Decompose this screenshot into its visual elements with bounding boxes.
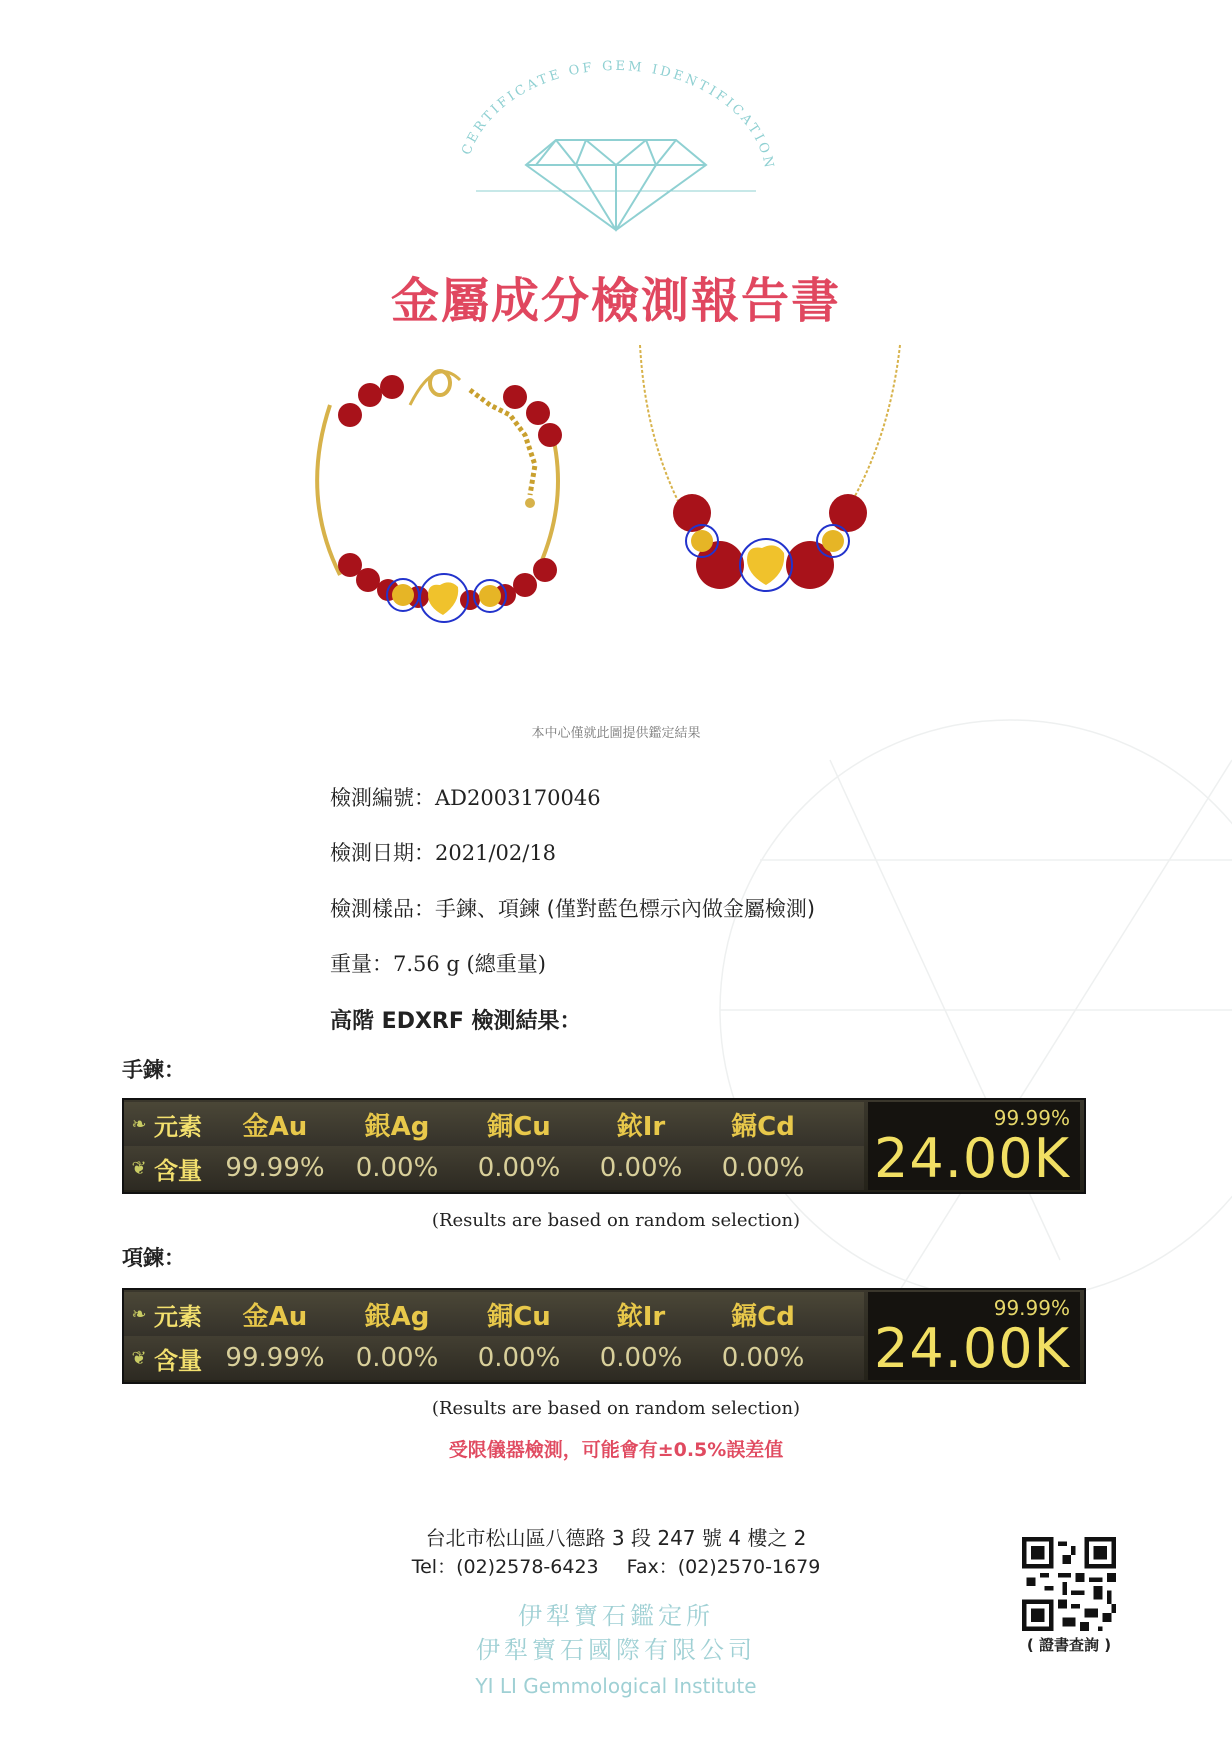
content-cell: 99.99% <box>225 1153 325 1183</box>
karat-value: 24.00K <box>873 1317 1070 1380</box>
element-row <box>124 1292 864 1336</box>
content-cell: 0.00% <box>721 1153 805 1183</box>
content-header: 含量 <box>154 1156 202 1185</box>
random-selection-note: (Results are based on random selection) <box>431 1210 801 1231</box>
necklace-result-panel <box>122 1288 1086 1384</box>
test-number-label: 檢測編號： <box>330 786 435 810</box>
bracelet-label: 手鍊： <box>122 1058 185 1082</box>
element-header: 元素 <box>154 1302 202 1331</box>
weight-line <box>330 948 546 978</box>
weight-value: 7.56 g (總重量) <box>393 952 546 976</box>
address: 台北市松山區八德路 3 段 247 號 4 樓之 2 <box>425 1526 807 1550</box>
element-cell: 銅Cu <box>487 1111 551 1142</box>
org-name-2: 伊犁寶石國際有限公司 <box>476 1636 756 1664</box>
leaf-icon: ❦ <box>131 1157 147 1179</box>
element-cell: 銅Cu <box>487 1301 551 1332</box>
content-cell: 0.00% <box>355 1343 439 1373</box>
weight-label: 重量： <box>330 952 393 976</box>
karat-display <box>868 1102 1080 1190</box>
org-name-english: YI LI Gemmological Institute <box>475 1674 757 1698</box>
content-header: 含量 <box>154 1346 202 1375</box>
results-heading: 高階 EDXRF 檢測結果： <box>330 1009 582 1034</box>
fax: Fax：(02)2570-1679 <box>626 1556 821 1578</box>
element-cell: 銀Ag <box>364 1301 430 1332</box>
purity-value: 99.99% <box>993 1106 1070 1130</box>
leaf-icon: ❧ <box>131 1113 147 1135</box>
test-sample-value: 手鍊、項鍊 (僅對藍色標示內做金屬檢測) <box>435 897 816 921</box>
content-cell: 0.00% <box>599 1153 683 1183</box>
random-selection-note: (Results are based on random selection) <box>431 1398 801 1419</box>
test-number-line <box>330 782 601 812</box>
test-sample-line <box>330 893 815 923</box>
element-cell: 銥Ir <box>616 1111 666 1142</box>
bracelet-result-panel <box>122 1098 1086 1194</box>
element-header: 元素 <box>154 1112 202 1141</box>
tel: Tel：(02)2578-6423 <box>411 1556 599 1578</box>
content-cell: 0.00% <box>477 1153 561 1183</box>
gem-emblem <box>436 60 796 240</box>
diamond-icon <box>526 140 706 230</box>
content-cell: 0.00% <box>477 1343 561 1373</box>
tolerance-warning: 受限儀器檢測，可能會有±0.5%誤差值 <box>448 1439 784 1461</box>
element-cell: 鎘Cd <box>731 1111 795 1142</box>
test-date-label: 檢測日期： <box>330 841 435 865</box>
test-date-value: 2021/02/18 <box>435 841 557 865</box>
element-cell: 金Au <box>242 1301 308 1332</box>
necklace-label: 項鍊： <box>122 1246 185 1270</box>
report-title: 金屬成分檢測報告書 <box>390 273 841 329</box>
leaf-icon: ❦ <box>131 1347 147 1369</box>
content-cell: 0.00% <box>599 1343 683 1373</box>
jewelry-photo <box>300 335 940 705</box>
content-row <box>124 1336 864 1380</box>
karat-value: 24.00K <box>873 1127 1070 1190</box>
bracelet-image <box>317 371 562 622</box>
test-sample-label: 檢測樣品： <box>330 897 435 921</box>
emblem-arc-text: CERTIFICATE OF GEM IDENTIFICATION <box>459 60 777 172</box>
leaf-icon: ❧ <box>131 1303 147 1325</box>
element-row <box>124 1102 864 1146</box>
element-cell: 金Au <box>242 1111 308 1142</box>
test-number-value: AD2003170046 <box>435 786 601 810</box>
content-cell: 99.99% <box>225 1343 325 1373</box>
purity-value: 99.99% <box>993 1296 1070 1320</box>
test-date-line <box>330 837 556 867</box>
content-row <box>124 1146 864 1190</box>
content-cell: 0.00% <box>721 1343 805 1373</box>
element-cell: 鎘Cd <box>731 1301 795 1332</box>
org-name-1: 伊犁寶石鑑定所 <box>518 1602 714 1630</box>
element-cell: 銀Ag <box>364 1111 430 1142</box>
karat-display <box>868 1292 1080 1380</box>
content-cell: 0.00% <box>355 1153 439 1183</box>
photo-caption: 本中心僅就此圖提供鑑定結果 <box>531 726 701 741</box>
qr-code-icon[interactable] <box>1022 1537 1116 1631</box>
certificate-lookup-label[interactable]: ( 證書查詢 ) <box>1026 1636 1112 1654</box>
element-cell: 銥Ir <box>616 1301 666 1332</box>
necklace-image <box>640 345 900 591</box>
